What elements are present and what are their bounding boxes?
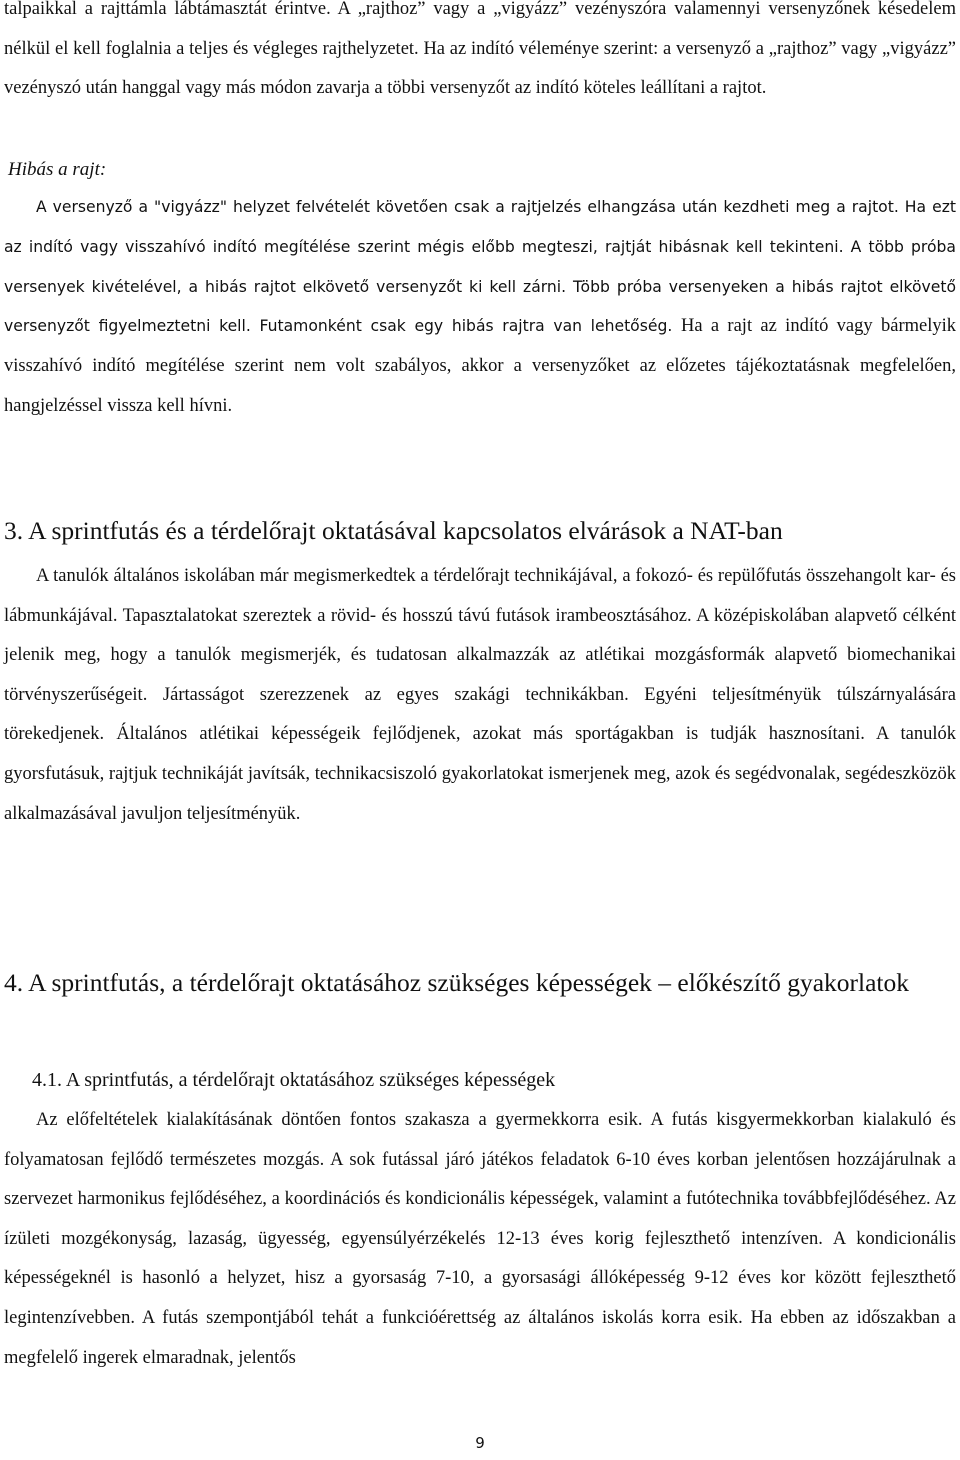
page-number: 9 (475, 1434, 485, 1452)
paragraph-section-4-1 (4, 1101, 956, 1378)
section-3-heading: 3. A sprintfutás és a térdelőrajt oktatásával kapcsolatos elvárások a NAT-ban (4, 516, 783, 545)
section-3-text: A tanulók általános iskolában már megismerkedtek a térdelőrajt technikájával, a fokozó- és repülőfutás összehangolt kar- és lábmunkájával. Tapasztalatokat szereztek a rövid- és hosszú távú futások irambeosztásához. A középiskolában alapvető célként jelenik meg, hogy a tanulók megismerjék, és tudatosan alkalmazzák az atlétikai mozgásformák alapvető biomechanikai törvényszerűségeit. Jártasságot szerezzenek az egyes szakági technikákban. Egyéni teljesítményük túlszárnyalására törekedjenek. Általános atlétikai képességeik fejlődjenek, azokat más sportágakban is tudják hasznosítani. A tanulók gyorsfutásuk, rajtjuk technikáját javítsák, technikacsiszoló gyakorlatokat ismerjenek meg, azok és segédvonalak, segédeszközök alkalmazásával javuljon teljesítményük. (4, 566, 956, 824)
faulty-start-text: A versenyző a "vigyázz" helyzet felvételét követően csak a rajtjelzés elhangzása után kezdheti meg a rajtot. Ha ezt az indító vagy visszahívó indító megítélése szerint mégis előbb megteszi, rajtját hibásnak kell tekinteni. A több próba versenyek kivételével, a hibás rajtot elkövető versenyzőt ki kell zárni. Több próba versenyeken a hibás rajtot elkövető versenyzőt figyelmeztetni kell. Futamonként csak egy hibás rajtra van lehetőség. (4, 198, 956, 336)
section-4-heading: 4. A sprintfutás, a térdelőrajt oktatásához szükséges képességek – előkészítő gyakorlatok (4, 968, 909, 997)
paragraph-start-rules: talpaikkal a rajttámla lábtámasztát érintve. A „rajthoz” vagy a „vigyázz” vezényszóra valamennyi versenyzőnek késedelem nélkül el kell foglalnia a teljes és végleges rajthelyzetet. Ha az indító véleménye szerint: a versenyző a „rajthoz” vagy „vigyázz” vezényszó után hanggal vagy más módon zavarja a többi versenyzőt az indító köteles leállítani a rajtot. (4, 0, 956, 99)
section-4-1-text: Az előfeltételek kialakításának döntően fontos szakasza a gyermekkorra esik. A futás kisgyermekkorban kialakuló és folyamatosan fejlődő természetes mozgás. A sok futással járó játékos feladatok 6-10 éves korban jelentősen hozzájárulnak a szervezet harmonikus fejlődéséhez, a koordinációs és kondicionális képességek, valamint a futótechnika továbbfejlődéséhez. Az ízületi mozgékonyság, lazaság, ügyesség, egyensúlyérzékelés 12-13 éves korig fejleszthető intenzíven. A kondicionális képességeknél is hasonló a helyzet, hisz a gyorsaság 7-10, a gyorsasági állóképesség 9-12 éves kor között fejleszthető legintenzívebben. A futás szempontjából tehát a funkcióérettség az általános iskolás korra esik. Ha ebben az időszakban a megfelelő ingerek elmaradnak, jelentős (4, 1110, 956, 1368)
paragraph-faulty-start (4, 188, 956, 427)
section-4-1-heading: 4.1. A sprintfutás, a térdelőrajt oktatásához szükséges képességek (32, 1069, 556, 1091)
faulty-start-label: Hibás a rajt: (8, 159, 107, 180)
paragraph-section-3 (4, 557, 956, 834)
faulty-start-recall-text: Ha a rajt az indító vagy bármelyik visszahívó indító megítélése szerint nem volt szabályos, akkor a versenyzőket az előzetes tájékoztatásnak megfelelően, hangjelzéssel vissza kell hívni. (4, 316, 956, 416)
